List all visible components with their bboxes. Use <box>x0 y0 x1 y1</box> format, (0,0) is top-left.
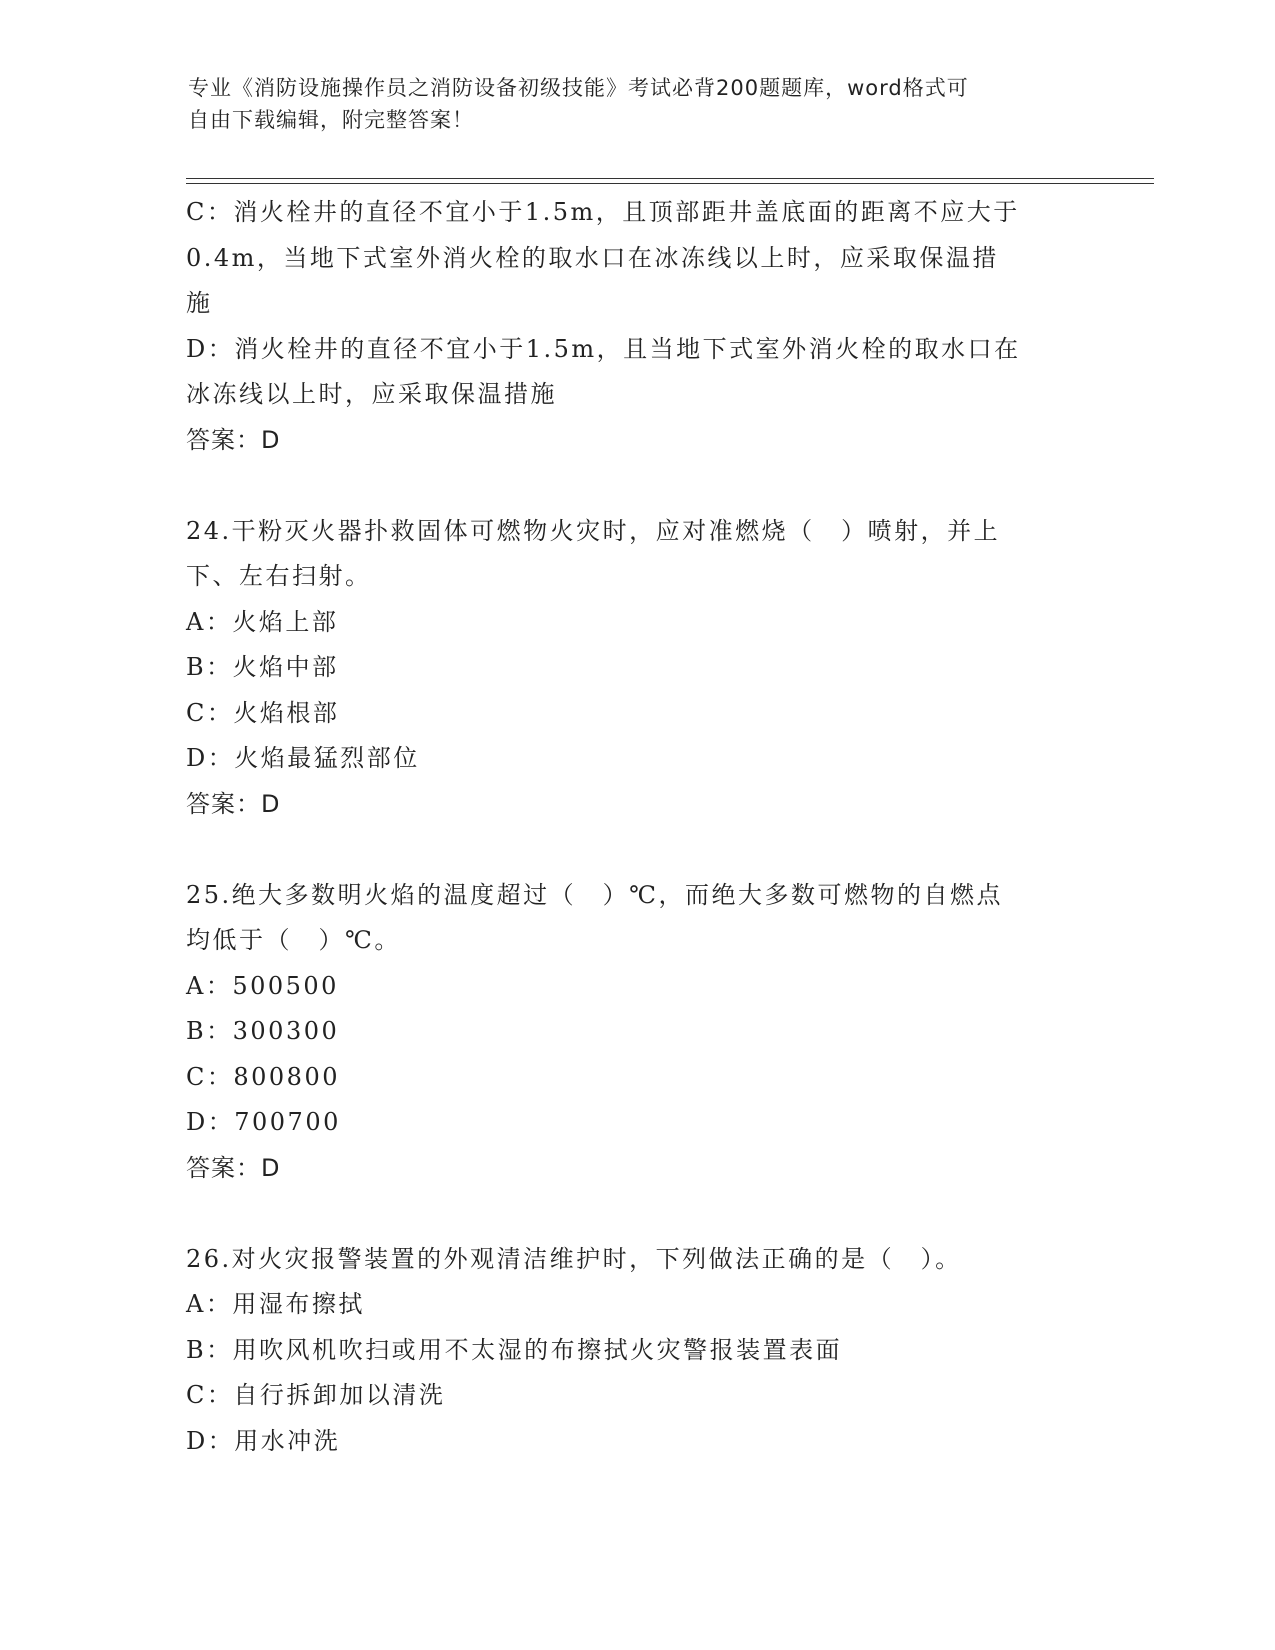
option-d: D：700700 <box>186 1108 341 1136</box>
question-25 <box>186 873 1086 1192</box>
option-c: C：火焰根部 <box>186 698 340 727</box>
option-a: A：用湿布擦拭 <box>186 1290 365 1318</box>
option-d-line-1: D：消火栓井的直径不宜小于1.5m，且当地下式室外消火栓的取水口在 <box>186 334 1021 363</box>
spacer <box>186 827 1086 873</box>
document-header <box>188 72 1068 136</box>
header-divider-bottom <box>186 183 1154 184</box>
header-divider-top <box>186 178 1154 179</box>
answer-line: 答案：D <box>186 425 281 454</box>
option-c-line-3: 施 <box>186 289 213 317</box>
spacer <box>186 463 1086 509</box>
option-d-line-2: 冰冻线以上时，应采取保温措施 <box>186 380 557 408</box>
option-b: B：300300 <box>186 1017 340 1045</box>
option-a: A：火焰上部 <box>186 607 339 636</box>
question-list <box>186 190 1086 1464</box>
question-stem-line-1: 26.对火灾报警装置的外观清洁维护时，下列做法正确的是（ ）。 <box>186 1244 962 1273</box>
option-b: B：火焰中部 <box>186 653 339 681</box>
question-stem-line-1: 25.绝大多数明火焰的温度超过（ ）℃，而绝大多数可燃物的自燃点 <box>186 880 1004 909</box>
option-c: C：800800 <box>186 1062 340 1091</box>
spacer <box>186 1191 1086 1237</box>
option-c-line-1: C：消火栓井的直径不宜小于1.5m，且顶部距井盖底面的距离不应大于 <box>186 198 1020 226</box>
option-d: D：火焰最猛烈部位 <box>186 744 420 772</box>
question-23-tail <box>186 190 1086 463</box>
option-d: D：用水冲洗 <box>186 1426 341 1455</box>
header-title-line-2: 自由下载编辑，附完整答案！ <box>188 108 474 132</box>
answer-line: 答案：D <box>186 1153 281 1182</box>
question-24 <box>186 509 1086 828</box>
option-b: B：用吹风机吹扫或用不太湿的布擦拭火灾警报装置表面 <box>186 1335 843 1364</box>
answer-line: 答案：D <box>186 789 281 818</box>
question-stem-line-1: 24.干粉灭火器扑救固体可燃物火灾时，应对准燃烧（ ）喷射，并上 <box>186 516 1001 545</box>
option-c: C：自行拆卸加以清洗 <box>186 1381 446 1409</box>
question-26 <box>186 1237 1086 1465</box>
question-stem-line-2: 均低于（ ）℃。 <box>186 926 401 954</box>
header-title-line-1: 专业《消防设施操作员之消防设备初级技能》考试必背200题题库，word格式可 <box>188 76 969 100</box>
option-a: A：500500 <box>186 971 339 1000</box>
option-c-line-2: 0.4m，当地下式室外消火栓的取水口在冰冻线以上时，应采取保温措 <box>186 243 999 272</box>
question-stem-line-2: 下、左右扫射。 <box>186 562 372 590</box>
